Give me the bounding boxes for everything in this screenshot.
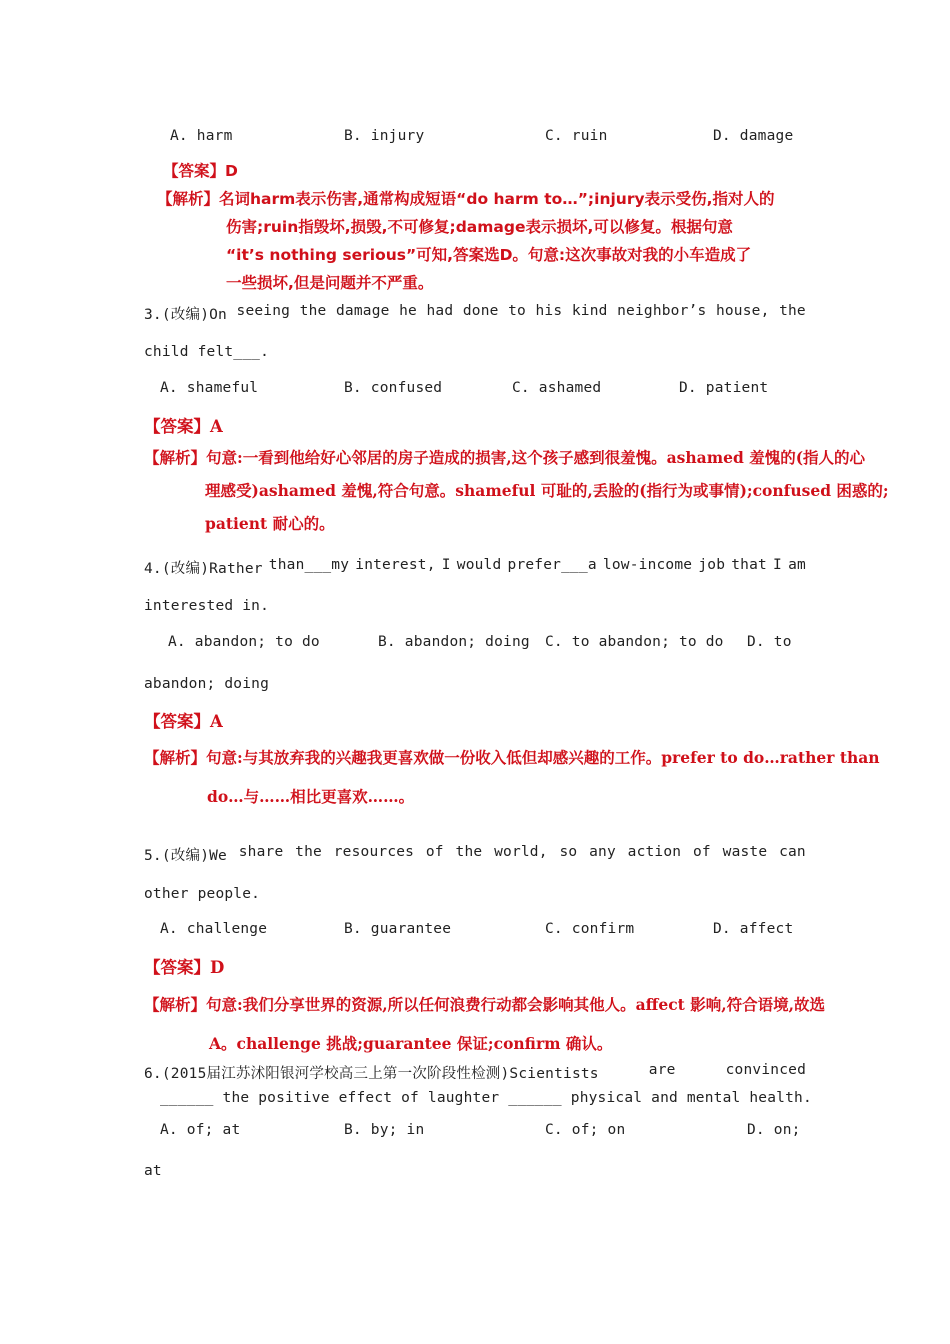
q5-word: any <box>589 844 616 860</box>
q5-option-b: B. guarantee <box>344 921 452 937</box>
q3-option-a: A. shameful <box>160 380 259 396</box>
q5-word: world, <box>494 844 548 860</box>
q3-word: seeing <box>236 303 291 319</box>
q4-word: 4.(改编)Rather <box>144 561 263 577</box>
q4-word: than___my <box>268 557 350 573</box>
q6-option-line-2: at <box>144 1163 162 1179</box>
q4-option-d: D. to <box>747 634 792 650</box>
q2-explain-line-2: 伤害;ruin指毁坏,损毁,不可修复;damage表示损坏,可以修复。根据句意 <box>226 218 733 236</box>
q2-option-b: B. injury <box>344 128 425 144</box>
q3-stem-line-1 <box>144 303 806 324</box>
q5-word: action <box>627 844 682 860</box>
q5-explain-line-1: 【解析】句意:我们分享世界的资源,所以任何浪费行动都会影响其他人。affect 影响,符合语境,故选 <box>144 995 826 1014</box>
q6-option-a: A. of; at <box>160 1122 241 1138</box>
q4-answer: 【答案】A <box>144 712 223 731</box>
q3-stem-line-2: child felt___. <box>144 344 270 360</box>
q6-word: 6.(2015届江苏沭阳银河学校高三上第一次阶段性检测)Scientists <box>144 1066 599 1082</box>
q4-word: I <box>773 557 782 573</box>
q4-option-line-2: abandon; doing <box>144 676 270 692</box>
q4-word: prefer___a <box>507 557 597 573</box>
q4-explain-line-1: 【解析】句意:与其放弃我的兴趣我更喜欢做一份收入低但却感兴趣的工作。prefer to do…rather than <box>144 748 880 767</box>
q3-option-b: B. confused <box>344 380 443 396</box>
q4-word: interest, <box>355 557 436 573</box>
q3-explain-line-3: patient 耐心的。 <box>205 514 335 533</box>
q3-word: done <box>462 303 499 319</box>
q4-option-a: A. abandon; to do <box>168 634 320 650</box>
q5-answer: 【答案】D <box>144 958 225 977</box>
q5-word: waste <box>722 844 768 860</box>
q2-option-d: D. damage <box>713 128 794 144</box>
q3-word: the <box>299 303 327 319</box>
q5-word: so <box>559 844 578 860</box>
q4-word: am <box>788 557 806 573</box>
q2-option-c: C. ruin <box>545 128 608 144</box>
q4-word: I <box>441 557 451 573</box>
q4-word: low-income <box>602 557 693 573</box>
q4-option-b: B. abandon; doing <box>378 634 530 650</box>
q3-word: damage <box>335 303 390 319</box>
q2-option-a: A. harm <box>170 128 233 144</box>
q4-word: that <box>731 557 767 573</box>
q6-word: are <box>648 1062 676 1078</box>
q4-stem-line-1 <box>144 557 806 578</box>
q4-option-c: C. to abandon; to do <box>545 634 724 650</box>
q6-option-d: D. on; <box>747 1122 801 1138</box>
q5-word: 5.(改编)We <box>144 848 227 864</box>
q3-word: he <box>399 303 417 319</box>
q5-word: of <box>693 844 711 860</box>
q5-option-c: C. confirm <box>545 921 635 937</box>
q2-explain-line-3: “it’s nothing serious”可知,答案选D。句意:这次事故对我的小车造成了 <box>226 246 752 264</box>
q6-stem-line-1 <box>144 1062 806 1083</box>
q6-stem-line-2: ______ the positive effect of laughter ______ physical and mental health. <box>160 1090 812 1106</box>
q3-word: the <box>779 303 806 319</box>
q5-word: resources <box>333 844 415 860</box>
q5-word: share <box>238 844 284 860</box>
q2-explain-line-4: 一些损坏,但是问题并不严重。 <box>226 274 434 292</box>
q3-option-d: D. patient <box>679 380 769 396</box>
q3-word: to <box>508 303 526 319</box>
q4-word: would <box>456 557 502 573</box>
q2-explain-line-1: 【解析】名词harm表示伤害,通常构成短语“do harm to…”;injury表示受伤,指对人的 <box>157 190 775 208</box>
q3-word: his <box>535 303 563 319</box>
q5-word: of <box>425 844 444 860</box>
q6-option-b: B. by; in <box>344 1122 425 1138</box>
q5-option-a: A. challenge <box>160 921 268 937</box>
q5-word: the <box>295 844 322 860</box>
q3-answer: 【答案】A <box>144 417 223 436</box>
q5-word: can <box>779 844 806 860</box>
q5-stem-line-2: other people. <box>144 886 261 902</box>
q3-word: kind <box>571 303 608 319</box>
q5-option-d: D. affect <box>713 921 794 937</box>
q3-word: neighbor’s <box>617 303 707 319</box>
q5-word: the <box>455 844 483 860</box>
q3-explain-line-2: 理感受)ashamed 羞愧,符合句意。shameful 可耻的,丢脸的(指行为或事情);confused 困惑的; <box>205 481 889 500</box>
q3-word: had <box>426 303 454 319</box>
q4-stem-line-2: interested in. <box>144 598 270 614</box>
q2-answer: 【答案】D <box>163 162 238 180</box>
q3-option-c: C. ashamed <box>512 380 602 396</box>
q5-stem-line-1 <box>144 844 806 865</box>
q5-explain-line-2: A。challenge 挑战;guarantee 保证;confirm 确认。 <box>209 1034 613 1053</box>
q6-word: convinced <box>725 1062 806 1078</box>
q4-explain-line-2: do…与……相比更喜欢……。 <box>207 787 415 806</box>
q6-option-c: C. of; on <box>545 1122 626 1138</box>
q3-word: 3.(改编)On <box>144 307 227 323</box>
q3-word: house, <box>715 303 770 319</box>
q4-word: job <box>698 557 726 573</box>
q3-explain-line-1: 【解析】句意:一看到他给好心邻居的房子造成的损害,这个孩子感到很羞愧。ashamed 羞愧的(指人的心 <box>144 448 866 467</box>
